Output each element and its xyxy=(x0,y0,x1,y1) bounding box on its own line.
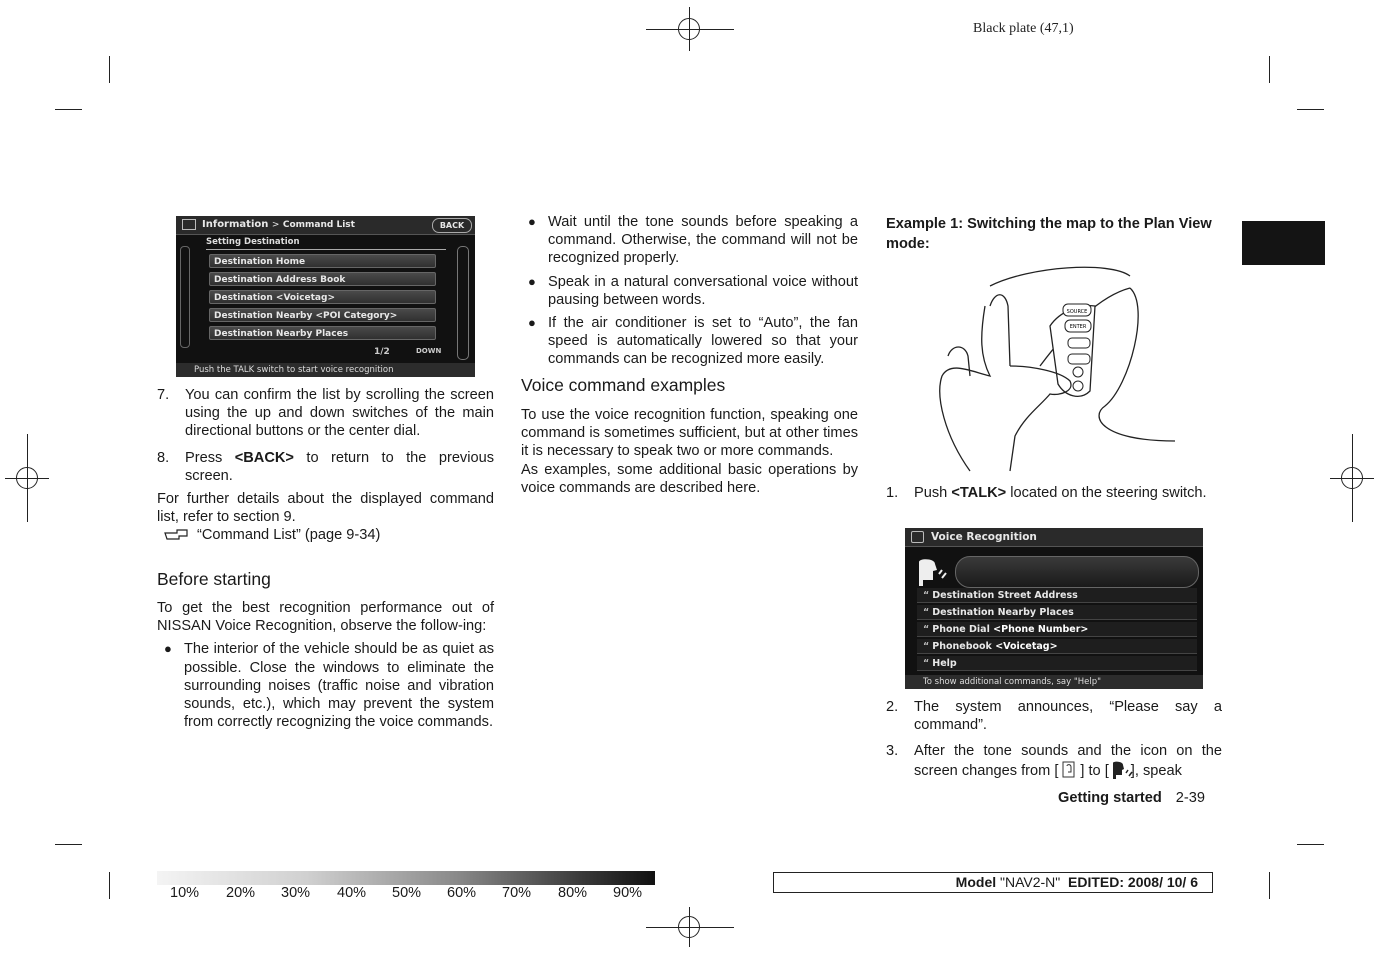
model-label: Model xyxy=(955,874,997,890)
step-text: After the tone sounds and the icon on the screen changes from [ xyxy=(914,743,1222,779)
step-3 xyxy=(886,742,1222,779)
left-scroll-guide xyxy=(180,246,190,348)
bullet-item xyxy=(521,314,858,369)
divider xyxy=(206,249,446,250)
command-label: Destination Street Address xyxy=(932,590,1078,601)
command-row[interactable]: “ Destination Street Address xyxy=(917,588,1197,603)
command-param: <Phone Number> xyxy=(993,624,1089,635)
reference-link[interactable]: “Command List” (page 9-34) xyxy=(197,527,381,544)
step-text: The system announces, “Please say a command”. xyxy=(914,699,1222,734)
command-row[interactable]: “ Phone Dial <Phone Number> xyxy=(917,622,1197,637)
section-label: Setting Destination xyxy=(206,237,300,247)
screen-title: Voice Recognition xyxy=(931,531,1037,543)
step-1 xyxy=(886,484,1222,502)
grayscale-calibration-bar xyxy=(157,871,655,885)
step-8 xyxy=(157,449,494,485)
voice-icon xyxy=(911,531,924,543)
bullet-item xyxy=(521,213,858,268)
percent-label: 90% xyxy=(613,885,643,901)
step-number: 7. xyxy=(157,387,170,403)
step-number: 2. xyxy=(886,699,899,715)
step-number: 3. xyxy=(886,743,899,760)
info-icon xyxy=(182,219,196,230)
example-title: Example 1: Switching the map to the Plan View mode: xyxy=(886,216,1212,252)
command-label: Help xyxy=(932,658,957,669)
examples-paragraph-1: To use the voice recognition function, speaking one command is sometimes sufficient, but at other times it is necessary to speak two or more commands. xyxy=(521,407,858,460)
percent-label: 40% xyxy=(337,885,367,901)
bullet-text: The interior of the vehicle should be as quiet as possible. Close the windows to eliminate the surrounding noises (traffic noise and vibration sounds, etc.), which may prevent the system from correctly recognizing the voice commands. xyxy=(184,641,494,731)
bullet-text: If the air conditioner is set to “Auto”, the fan speed is automatically lowered so that your commands can be recognized more easily. xyxy=(548,315,858,368)
bullet-icon: ● xyxy=(528,315,536,331)
further-details: For further details about the displayed command list, refer to section 9. xyxy=(157,491,494,526)
step-text: Press xyxy=(185,449,223,466)
step-text: ] to [ xyxy=(1080,762,1109,779)
command-label: Phonebook xyxy=(932,641,992,652)
list-item[interactable]: Destination Nearby <POI Category> xyxy=(209,308,436,322)
section-name: Getting started xyxy=(1058,790,1162,806)
hand-pointer-icon xyxy=(157,526,197,544)
section-thumb-tab xyxy=(1242,221,1325,265)
step-number: 1. xyxy=(886,485,899,501)
source-label: SOURCE xyxy=(1066,309,1088,315)
command-row[interactable]: “ Destination Nearby Places xyxy=(917,605,1197,620)
step-text: located on the steering switch. xyxy=(1010,485,1207,501)
model-name: "NAV2-N" xyxy=(1000,874,1061,890)
command-list-screenshot xyxy=(176,216,475,377)
intro-paragraph: To get the best recognition performance out of NISSAN Voice Recognition, observe the follow-ing: xyxy=(157,600,494,635)
bullet-text: Speak in a natural conversational voice without pausing between words. xyxy=(548,273,858,308)
list-item[interactable]: Destination Address Book xyxy=(209,272,436,286)
help-hint: To show additional commands, say "Help" xyxy=(923,677,1102,687)
command-label: Destination Nearby Places xyxy=(932,607,1074,618)
heading-voice-command-examples: Voice command examples xyxy=(521,375,726,395)
before-starting-text xyxy=(157,599,494,731)
step-7 xyxy=(157,386,494,441)
scrollbar[interactable] xyxy=(457,246,469,360)
percent-label: 30% xyxy=(281,885,311,901)
screen-subtitle: Command List xyxy=(282,220,355,230)
command-row[interactable]: “ Phonebook <Voicetag> xyxy=(917,639,1197,654)
percent-label: 50% xyxy=(392,885,422,901)
left-column-text xyxy=(157,386,494,545)
down-button[interactable]: DOWN xyxy=(416,347,442,355)
screen-title: Information xyxy=(202,219,269,230)
talk-key-label: <TALK> xyxy=(951,485,1007,501)
bullet-icon: ● xyxy=(528,214,536,229)
list-item[interactable]: Destination Home xyxy=(209,254,436,268)
step-text: Push xyxy=(914,485,948,501)
enter-label: ENTER xyxy=(1069,324,1087,330)
voice-recognition-screenshot xyxy=(905,528,1203,689)
bullet-text: Wait until the tone sounds before speaking a command. Otherwise, the command will not be recognized properly. xyxy=(548,214,858,267)
reference-line xyxy=(157,526,494,544)
steps-2-3 xyxy=(886,698,1222,780)
command-label: Phone Dial xyxy=(932,624,990,635)
title-separator: > xyxy=(271,220,280,230)
idle-voice-icon xyxy=(1060,761,1078,779)
command-row[interactable]: “ Help xyxy=(917,656,1197,671)
talk-hint: Push the TALK switch to start voice recognition xyxy=(194,365,394,375)
percent-label: 20% xyxy=(226,885,256,901)
examples-paragraph-2: As examples, some additional basic operations by voice commands are described here. xyxy=(521,461,858,496)
bullet-item xyxy=(157,640,494,731)
step-text: to return to the previous screen. xyxy=(185,449,495,484)
step-number: 8. xyxy=(157,449,170,466)
edited-date: EDITED: 2008/ 10/ 6 xyxy=(1068,874,1198,890)
page-number: 2-39 xyxy=(1175,790,1206,806)
back-button[interactable]: BACK xyxy=(432,218,472,233)
percent-label: 70% xyxy=(502,885,532,901)
command-param: <Voicetag> xyxy=(995,641,1058,652)
plate-label: Black plate (47,1) xyxy=(973,21,1074,36)
model-edition-box xyxy=(773,872,1213,893)
examples-text xyxy=(521,406,858,497)
bullet-icon: ● xyxy=(164,641,172,657)
list-item[interactable]: Destination <Voicetag> xyxy=(209,290,436,304)
bullet-item xyxy=(521,273,858,309)
percent-label: 10% xyxy=(170,885,200,901)
middle-column-bullets xyxy=(521,213,858,369)
list-item[interactable]: Destination Nearby Places xyxy=(209,326,436,340)
recognition-status-bar xyxy=(955,556,1199,588)
percent-label: 80% xyxy=(558,885,588,901)
step-text: ], speak xyxy=(1130,762,1182,779)
heading-before-starting: Before starting xyxy=(157,569,271,589)
steering-switch-illustration xyxy=(930,266,1180,474)
page-indicator: 1/2 xyxy=(374,347,390,357)
step-2 xyxy=(886,698,1222,734)
active-voice-icon xyxy=(1111,761,1129,779)
bullet-icon: ● xyxy=(528,273,536,289)
back-key-label: <BACK> xyxy=(234,449,294,466)
percent-label: 60% xyxy=(447,885,477,901)
step-text: You can confirm the list by scrolling the screen using the up and down switches of the main directional buttons or the center dial. xyxy=(185,387,494,440)
page-footer xyxy=(1058,790,1205,806)
